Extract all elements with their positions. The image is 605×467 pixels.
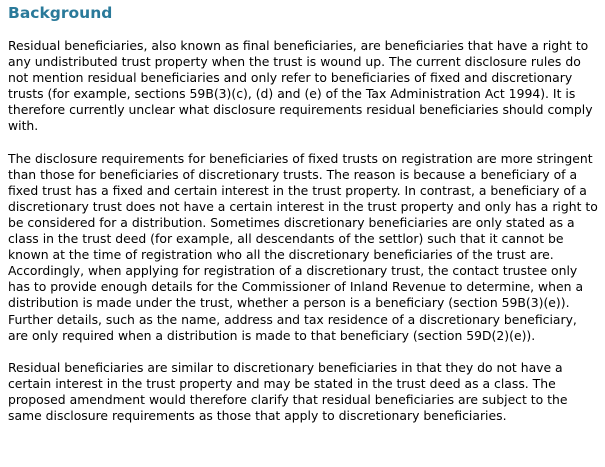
- paragraph-proposed-amendment: Residual beneficiaries are similar to discretionary beneficiaries in that they do not have a certain interest in the trust property and may be stated in the trust deed as a class. The proposed amendment would therefore clarify that residual beneficiaries are subject to the same disclosure requirements as those that apply to discretionary beneficiaries.: [8, 359, 568, 423]
- section-heading: Background: [8, 4, 113, 22]
- document-section: [8, 4, 600, 440]
- paragraph-disclosure-requirements: The disclosure requirements for beneficiaries of fixed trusts on registration are more stringent than those for beneficiaries of discretionary trusts. The reason is because a beneficiary of a fixed trust has a fixed and certain interest in the trust property. In contrast, a beneficiary of a discretionary trust does not have a certain interest in the trust property and only has a right to be considered for a distribution. Sometimes discretionary beneficiaries are only stated as a class in the trust deed (for example, all descendants of the settlor) such that it cannot be known at the time of registration who all the discretionary beneficiaries of the trust are. Accordingly, when applying for registration of a discretionary trust, the contact trustee only has to provide enough details for the Commissioner of Inland Revenue to determine, when a distribution is made under the trust, whether a person is a beneficiary (section 59B(3)(e)). Further details, such as the name, address and tax residence of a discretionary beneficiary, are only required when a distribution is made to that beneficiary (section 59D(2)(e)).: [8, 150, 598, 343]
- paragraph-residual-beneficiaries: Residual beneficiaries, also known as final beneficiaries, are beneficiaries that have a right to any undistributed trust property when the trust is wound up. The current disclosure rules do not mention residual beneficiaries and only refer to beneficiaries of fixed and discretionary trusts (for example, sections 59B(3)(c), (d) and (e) of the Tax Administration Act 1994). It is therefore currently unclear what disclosure requirements residual beneficiaries should comply with.: [8, 38, 593, 134]
